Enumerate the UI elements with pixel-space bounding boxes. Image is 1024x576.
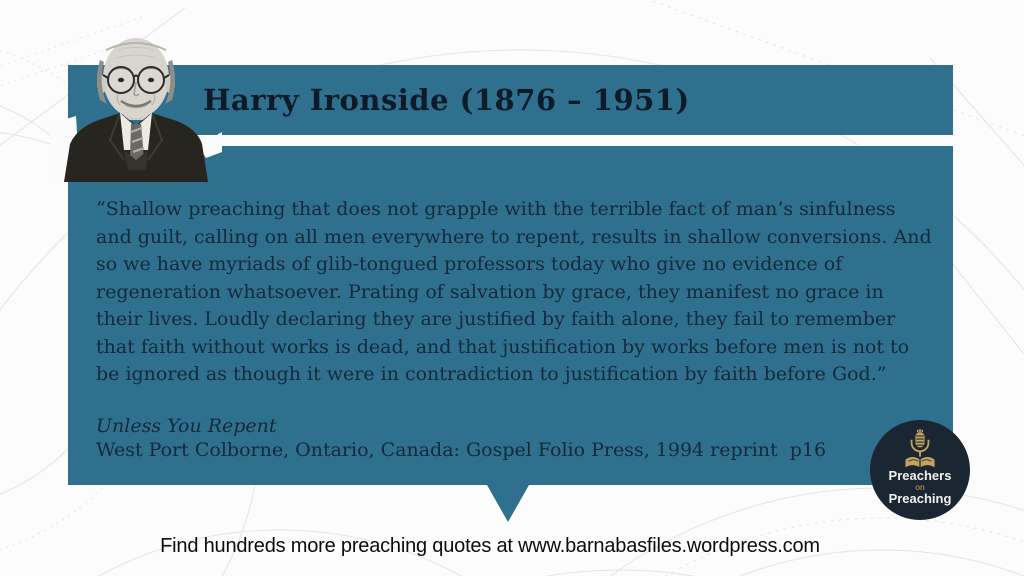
footer-text: Find hundreds more preaching quotes at www.barnabasfiles.wordpress.com xyxy=(160,535,820,557)
quote-box xyxy=(68,146,953,485)
preachers-on-preaching-logo xyxy=(870,420,970,520)
quote-source-title: Unless You Repent xyxy=(96,414,277,437)
logo-text-line1: Preachers xyxy=(888,468,952,483)
logo-text-line3: Preaching xyxy=(888,491,952,506)
logo-text-line2: on xyxy=(915,482,925,492)
speech-bubble-tail xyxy=(487,485,529,522)
quote-source-detail: West Port Colborne, Ontario, Canada: Gospel Folio Press, 1994 reprint p16 xyxy=(96,438,827,461)
page-title: Harry Ironside (1876 – 1951) xyxy=(203,83,690,117)
quote-text: “Shallow preaching that does not grapple with the terrible fact of man’s sinfulness and guilt, calling on all men everywhere to repent, results in shallow conversions. And so we have myriads of glib-tongued professors today who give no evidence of regeneration whatsoever. Prating of salvation by grace, they manifest no grace in their lives. Loudly declaring they are justified by faith alone, they fail to remember that faith without works is dead, and that justification by works before men is not to be ignored as though it were in contradiction to justification by faith before God.” xyxy=(96,198,932,385)
portrait-photo xyxy=(50,28,222,182)
microphone-book-icon xyxy=(897,429,943,469)
